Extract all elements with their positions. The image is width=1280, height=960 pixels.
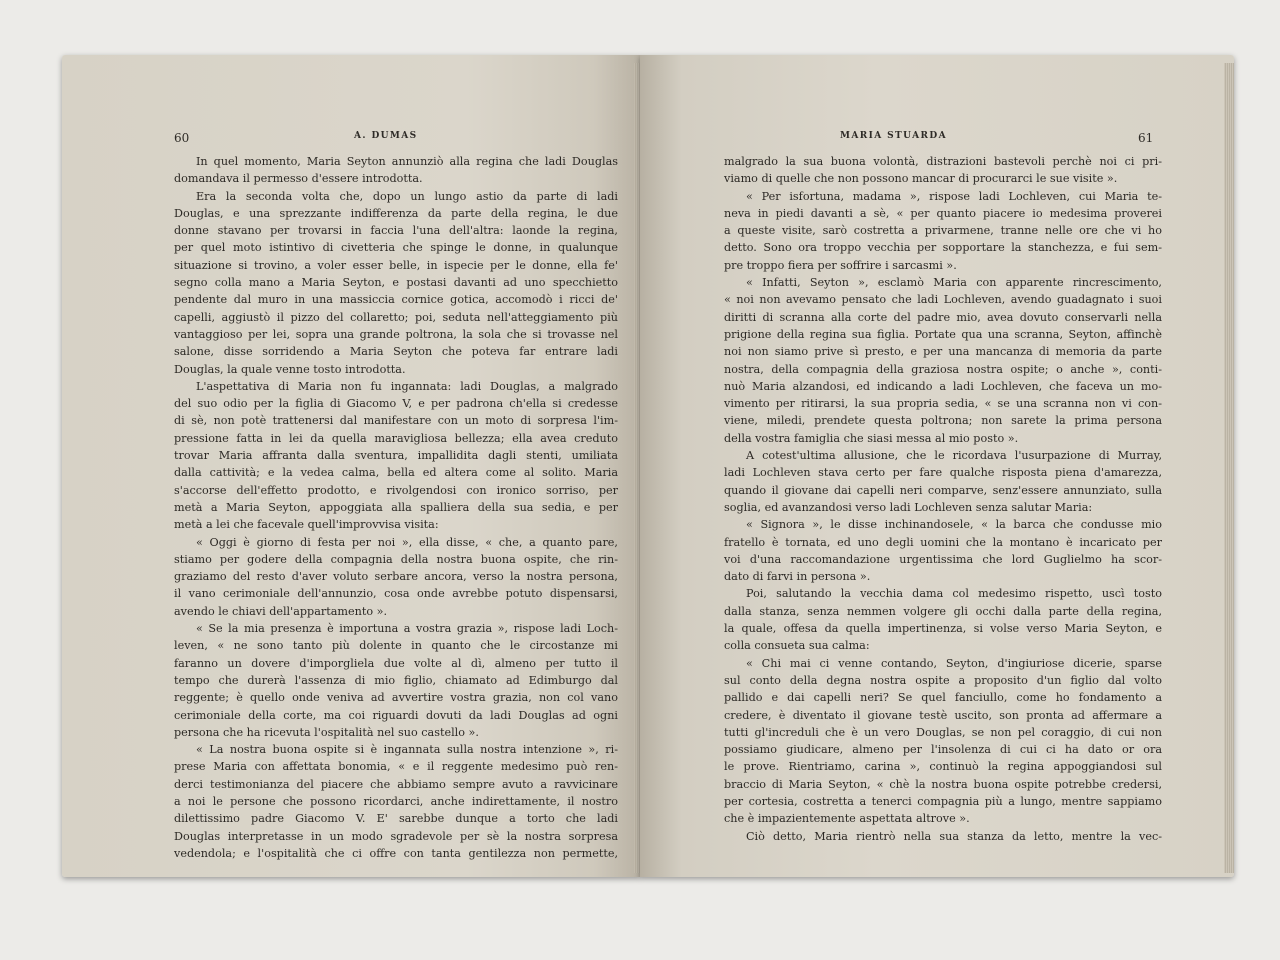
text-line: s'accorse dell'effetto prodotto, e rivolgendosi con ironico sorriso, per <box>174 483 618 497</box>
text-line: la quale, offesa da quella impertinenza, si volse verso Maria Seyton, e <box>724 622 1162 636</box>
text-line: vedendola; e l'ospitalità che ci offre con tanta gentilezza non permette, <box>174 846 618 860</box>
text-line: « Oggi è giorno di festa per noi », ella disse, « che, a quanto pare, <box>196 535 618 549</box>
text-line: braccio di Maria Seyton, « chè la nostra buona ospite potrebbe credersi, <box>724 777 1162 791</box>
text-line: a queste visite, sarò costretta a privarmene, tranne nelle ore che vi ho <box>724 224 1162 238</box>
text-line: sul conto della degna nostra ospite a proposito d'un figlio dal volto <box>724 673 1162 687</box>
text-line: trovar Maria affranta dalla sventura, impallidita dagli stenti, umiliata <box>174 449 618 463</box>
right-page-body-text <box>724 153 1162 845</box>
text-line: reggente; è quello onde veniva ad avvertire vostra grazia, non col vano <box>174 691 618 705</box>
text-line: Poi, salutando la vecchia dama col medesimo rispetto, uscì tosto <box>746 587 1162 601</box>
text-line: stiamo per godere della compagnia della nostra buona ospite, che rin- <box>174 552 618 566</box>
text-line: cerimoniale della corte, ma coi riguardi dovuti da ladi Douglas ad ogni <box>174 708 618 722</box>
text-line: nuò Maria alzandosi, ed indicando a ladi Lochleven, che faceva un mo- <box>724 379 1162 393</box>
text-line: prese Maria con affettata bonomia, « e il reggente medesimo può ren- <box>174 760 618 774</box>
text-line: il vano cerimoniale dell'annunzio, cosa onde avrebbe potuto dispensarsi, <box>174 587 618 601</box>
text-line: In quel momento, Maria Seyton annunziò alla regina che ladi Douglas <box>196 155 618 168</box>
text-line: Era la seconda volta che, dopo un lungo astio da parte di ladi <box>196 189 618 203</box>
page-number: 61 <box>1138 131 1154 145</box>
text-line: malgrado la sua buona volontà, distrazioni bastevoli perchè noi ci pri- <box>724 155 1162 168</box>
text-line: « La nostra buona ospite si è ingannata sulla nostra intenzione », ri- <box>196 743 618 757</box>
right-page-header <box>640 131 1234 147</box>
text-line: quando il giovane dai capelli neri comparve, senz'essere annunziato, sulla <box>724 483 1162 497</box>
text-line: tempo che durerà l'assenza di mio figlio, chiamato ad Edimburgo dal <box>174 673 618 687</box>
text-line: che è impazientemente aspettata altrove ». <box>724 812 970 826</box>
text-line: dalla cattività; e la vedea calma, bella ed altera come al solito. Maria <box>174 466 618 480</box>
text-line: diritti di scranna alla corte del padre mio, avea dovuto conservarli nella <box>724 310 1162 324</box>
text-line: della vostra famiglia che siasi messa al mio posto ». <box>724 431 1019 445</box>
text-line: dato di farvi in persona ». <box>724 570 871 584</box>
text-line: domandava il permesso d'essere introdotta. <box>174 172 423 186</box>
right-page <box>640 55 1234 877</box>
text-line: « Signora », le disse inchinandosele, « la barca che condusse mio <box>746 518 1162 532</box>
text-line: ladi Lochleven stava certo per fare qualche risposta piena d'amarezza, <box>724 466 1162 480</box>
text-line: avendo le chiavi dell'appartamento ». <box>174 604 388 618</box>
text-line: pallido e dai capelli neri? Se quel fanciullo, come ho fondamento a <box>724 691 1162 705</box>
text-line: del suo odio per la figlia di Giacomo V, e per padrona ch'ella si credesse <box>174 397 618 411</box>
text-line: « noi non avevamo pensato che ladi Lochleven, avendo guadagnato i suoi <box>724 293 1162 307</box>
text-line: viamo di quelle che non possono mancar di procurarci le sue visite ». <box>724 172 1118 186</box>
text-line: dilettissimo padre Giacomo V. E' sarebbe dunque a torto che ladi <box>174 812 618 826</box>
text-line: vantaggioso per lei, sopra una grande poltrona, la sola che si trovasse nel <box>174 327 618 341</box>
text-line: metà a Maria Seyton, appoggiata alla spalliera della sua sedia, e per <box>174 500 618 514</box>
text-line: possiamo giudicare, almeno per l'insolenza di cui ci ha dato or ora <box>724 743 1162 757</box>
left-page <box>62 55 640 877</box>
text-line: per quel moto istintivo di civetteria che spinge le donne, in qualunque <box>174 241 618 255</box>
text-line: pendente dal muro in una massiccia cornice gotica, accomodò i ricci de' <box>174 293 618 307</box>
text-line: vimento per ritirarsi, la sua propria sedia, « se una scranna non vi con- <box>724 397 1162 411</box>
text-line: pressione fatta in lei da quella maravigliosa bellezza; ella avea creduto <box>174 431 618 445</box>
text-line: metà a lei che facevale quell'improvvisa visita: <box>174 518 439 532</box>
text-line: situazione si trovino, a voler esser belle, in ispecie per le donne, ella fe' <box>174 258 618 272</box>
text-line: tutti gl'increduli che è un vero Douglas, se non pel coraggio, di cui non <box>724 725 1162 739</box>
text-line: neva in piedi davanti a sè, « per quanto piacere io medesima proverei <box>724 206 1162 220</box>
left-page-header <box>62 131 640 147</box>
text-line: detto. Sono ora troppo vecchia per sopportare la stanchezza, e fui sem- <box>724 241 1162 255</box>
text-line: credere, è diventato il giovane testè uscito, son pronta ad affermare a <box>724 708 1162 722</box>
text-line: voi d'una raccomandazione urgentissima che lord Guglielmo ha scor- <box>724 552 1162 566</box>
text-line: Douglas, la quale venne tosto introdotta. <box>174 362 406 376</box>
text-line: faranno un dovere d'imporgliela due volte al dì, almeno per tutto il <box>174 656 618 670</box>
text-line: fratello è tornata, ed uno degli uomini che la montano è incaricato per <box>724 535 1162 549</box>
text-line: pre troppo fiera per soffrire i sarcasmi ». <box>724 258 957 272</box>
text-line: a noi le persone che possono ricordarci, anche indirettamente, il nostro <box>174 794 618 808</box>
text-line: per cortesia, costretta a tenerci compagnia più a lungo, mentre sappiamo <box>724 794 1162 808</box>
text-line: nostra, della compagnia della graziosa nostra ospite; o anche », conti- <box>724 362 1162 376</box>
text-line: Douglas, e una sprezzante indifferenza da parte della regina, le due <box>174 206 618 220</box>
text-line: di sè, non potè trattenersi dal manifestare con un moto di sorpresa l'im- <box>174 414 618 428</box>
running-head: A. DUMAS <box>354 131 418 141</box>
text-line: soglia, ed avanzandosi verso ladi Lochleven senza salutar Maria: <box>724 500 1093 514</box>
text-line: persona che ha ricevuta l'ospitalità nel suo castello ». <box>174 725 479 739</box>
running-head: MARIA STUARDA <box>840 131 947 141</box>
text-line: Douglas interpretasse in un modo sgradevole per sè la nostra sorpresa <box>174 829 618 843</box>
text-line: dalla stanza, senza nemmen volgere gli occhi dalla parte della regina, <box>724 604 1162 618</box>
text-line: viene, miledi, prendete questa poltrona; non sarete la prima persona <box>724 414 1162 428</box>
text-line: derci testimonianza del piacere che abbiamo sempre avuto a ravvicinare <box>174 777 618 791</box>
text-line: le prove. Rientriamo, carina », continuò la regina appoggiandosi sul <box>724 760 1162 774</box>
left-page-body-text <box>174 153 618 862</box>
open-book <box>62 55 1234 877</box>
text-line: donne stavano per trovarsi in faccia l'una dell'altra: laonde la regina, <box>174 224 618 238</box>
text-line: Ciò detto, Maria rientrò nella sua stanza da letto, mentre la vec- <box>746 829 1162 843</box>
page-number: 60 <box>174 131 190 145</box>
page-stack-edge <box>1224 63 1234 873</box>
text-line: noi non siamo prive sì presto, e per una mancanza di memoria da parte <box>724 345 1162 359</box>
text-line: capelli, aggiustò il pizzo del collaretto; poi, seduta nell'atteggiamento più <box>174 310 618 324</box>
text-line: L'aspettativa di Maria non fu ingannata: ladi Douglas, a malgrado <box>196 379 618 393</box>
text-line: prigione della regina sua figlia. Portate qua una scranna, Seyton, affinchè <box>724 327 1162 341</box>
text-line: « Se la mia presenza è importuna a vostra grazia », rispose ladi Loch- <box>196 622 618 636</box>
text-line: segno colla mano a Maria Seyton, e postasi davanti ad uno specchietto <box>174 276 618 290</box>
text-line: graziamo del resto d'aver voluto serbare ancora, verso la nostra persona, <box>174 570 618 584</box>
text-line: salone, disse sorridendo a Maria Seyton che poteva far entrare ladi <box>174 345 618 359</box>
text-line: leven, « ne sono tanto più dolente in quanto che le circostanze mi <box>174 639 618 653</box>
text-line: « Per isfortuna, madama », rispose ladi Lochleven, cui Maria te- <box>746 189 1162 203</box>
text-line: « Chi mai ci venne contando, Seyton, d'ingiuriose dicerie, sparse <box>746 656 1162 670</box>
text-line: colla consueta sua calma: <box>724 639 870 653</box>
text-line: « Infatti, Seyton », esclamò Maria con apparente rincrescimento, <box>746 276 1162 290</box>
text-line: A cotest'ultima allusione, che le ricordava l'usurpazione di Murray, <box>746 449 1162 463</box>
